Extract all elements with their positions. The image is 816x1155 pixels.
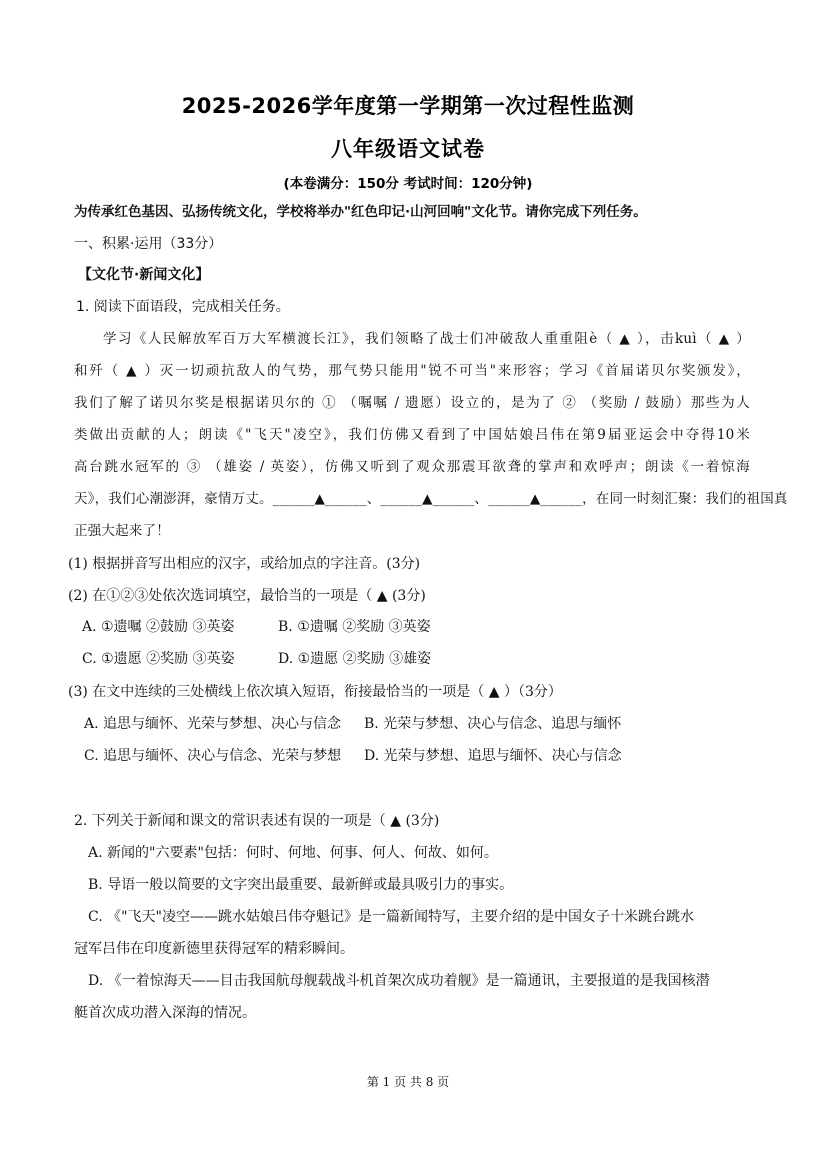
question-1-1: (1) 根据拼音写出相应的汉字，或给加点的字注音。(3分) — [68, 556, 421, 572]
passage-line-5: 高台跳水冠军的 ③ （雄姿 / 英姿），仿佛又听到了观众那震耳欲聋的掌声和欢呼声；朗读《一着惊海 — [74, 459, 750, 475]
exam-title: 2025-2026学年度第一学期第一次过程性监测 — [181, 94, 635, 118]
question-1-3: (3) 在文中连续的三处横线上依次填入短语，衔接最恰当的一项是（ ▲ ）（3分） — [68, 684, 562, 700]
q1-2-option-c: C. ①遗愿 ②奖励 ③英姿 — [82, 651, 235, 667]
q1-3-option-c: C. 追思与缅怀、决心与信念、光荣与梦想 — [84, 748, 342, 764]
passage-line-1: 学习《人民解放军百万大军横渡长江》，我们领略了战士们冲破敌人重重阻è（ ▲ ），击kuì（ ▲ ） — [103, 331, 750, 347]
q1-3-option-a: A. 追思与缅怀、光荣与梦想、决心与信念 — [84, 716, 342, 732]
q1-2-option-d: D. ①遗愿 ②奖励 ③雄姿 — [278, 651, 432, 667]
question-2: 2. 下列关于新闻和课文的常识表述有误的一项是（ ▲ (3分) — [74, 813, 440, 829]
passage-line-6: 天》，我们心潮澎湃，豪情万丈。______▲______、______▲______、______▲______，在同一时刻汇聚：我们的祖国真 — [74, 491, 788, 507]
q2-option-d-line2: 艇首次成功潜入深海的情况。 — [74, 1005, 256, 1021]
q1-2-option-b: B. ①遗嘱 ②奖励 ③英姿 — [278, 619, 431, 635]
section-subheading: 【文化节·新闻文化】 — [78, 267, 210, 283]
passage-line-2: 和歼（ ▲ ）灭一切顽抗敌人的气势，那气势只能用"锐不可当"来形容；学习《首届诺贝尔奖颁发》， — [74, 363, 750, 379]
exam-meta: (本卷满分：150分 考试时间：120分钟) — [283, 176, 533, 192]
q1-2-option-a: A. ①遗嘱 ②鼓励 ③英姿 — [82, 619, 235, 635]
page-footer: 第 1 页 共 8 页 — [366, 1075, 450, 1089]
q2-option-b: B. 导语一般以简要的文字突出最重要、最新鲜或最具吸引力的事实。 — [88, 877, 514, 893]
section-heading: 一、积累·运用（33分） — [74, 236, 223, 252]
passage-line-3: 我们了解了诺贝尔奖是根据诺贝尔的 ① （嘱嘱 / 遗愿）设立的，是为了 ② （奖励 / 鼓励）那些为人 — [74, 395, 750, 411]
q1-3-option-b: B. 光荣与梦想、决心与信念、追思与缅怀 — [364, 716, 622, 732]
passage-line-4: 类做出贡献的人；朗读《"飞天"凌空》，我们仿佛又看到了中国姑娘吕伟在第9届亚运会中夺得10米 — [74, 427, 750, 443]
q2-option-a: A. 新闻的"六要素"包括：何时、何地、何事、何人、何故、如何。 — [88, 845, 498, 861]
question-1-2: (2) 在①②③处依次选词填空，最恰当的一项是（ ▲ (3分) — [68, 588, 426, 604]
q1-3-option-d: D. 光荣与梦想、追思与缅怀、决心与信念 — [364, 748, 622, 764]
question-1-prompt: 1. 阅读下面语段，完成相关任务。 — [76, 299, 290, 315]
q2-option-c-line1: C. 《"飞天"凌空——跳水姑娘吕伟夺魁记》是一篇新闻特写，主要介绍的是中国女子十米跳台跳水 — [88, 909, 694, 925]
exam-subtitle: 八年级语文试卷 — [331, 137, 485, 161]
intro-text: 为传承红色基因、弘扬传统文化，学校将举办"红色印记·山河回响"文化节。请你完成下列任务。 — [74, 204, 647, 220]
passage-line-7: 正强大起来了！ — [74, 523, 170, 539]
q2-option-c-line2: 冠军吕伟在印度新德里获得冠军的精彩瞬间。 — [74, 941, 354, 957]
q2-option-d-line1: D. 《一着惊海天——目击我国航母舰载战斗机首架次成功着舰》是一篇通讯，主要报道的是我国核潜 — [88, 973, 710, 989]
